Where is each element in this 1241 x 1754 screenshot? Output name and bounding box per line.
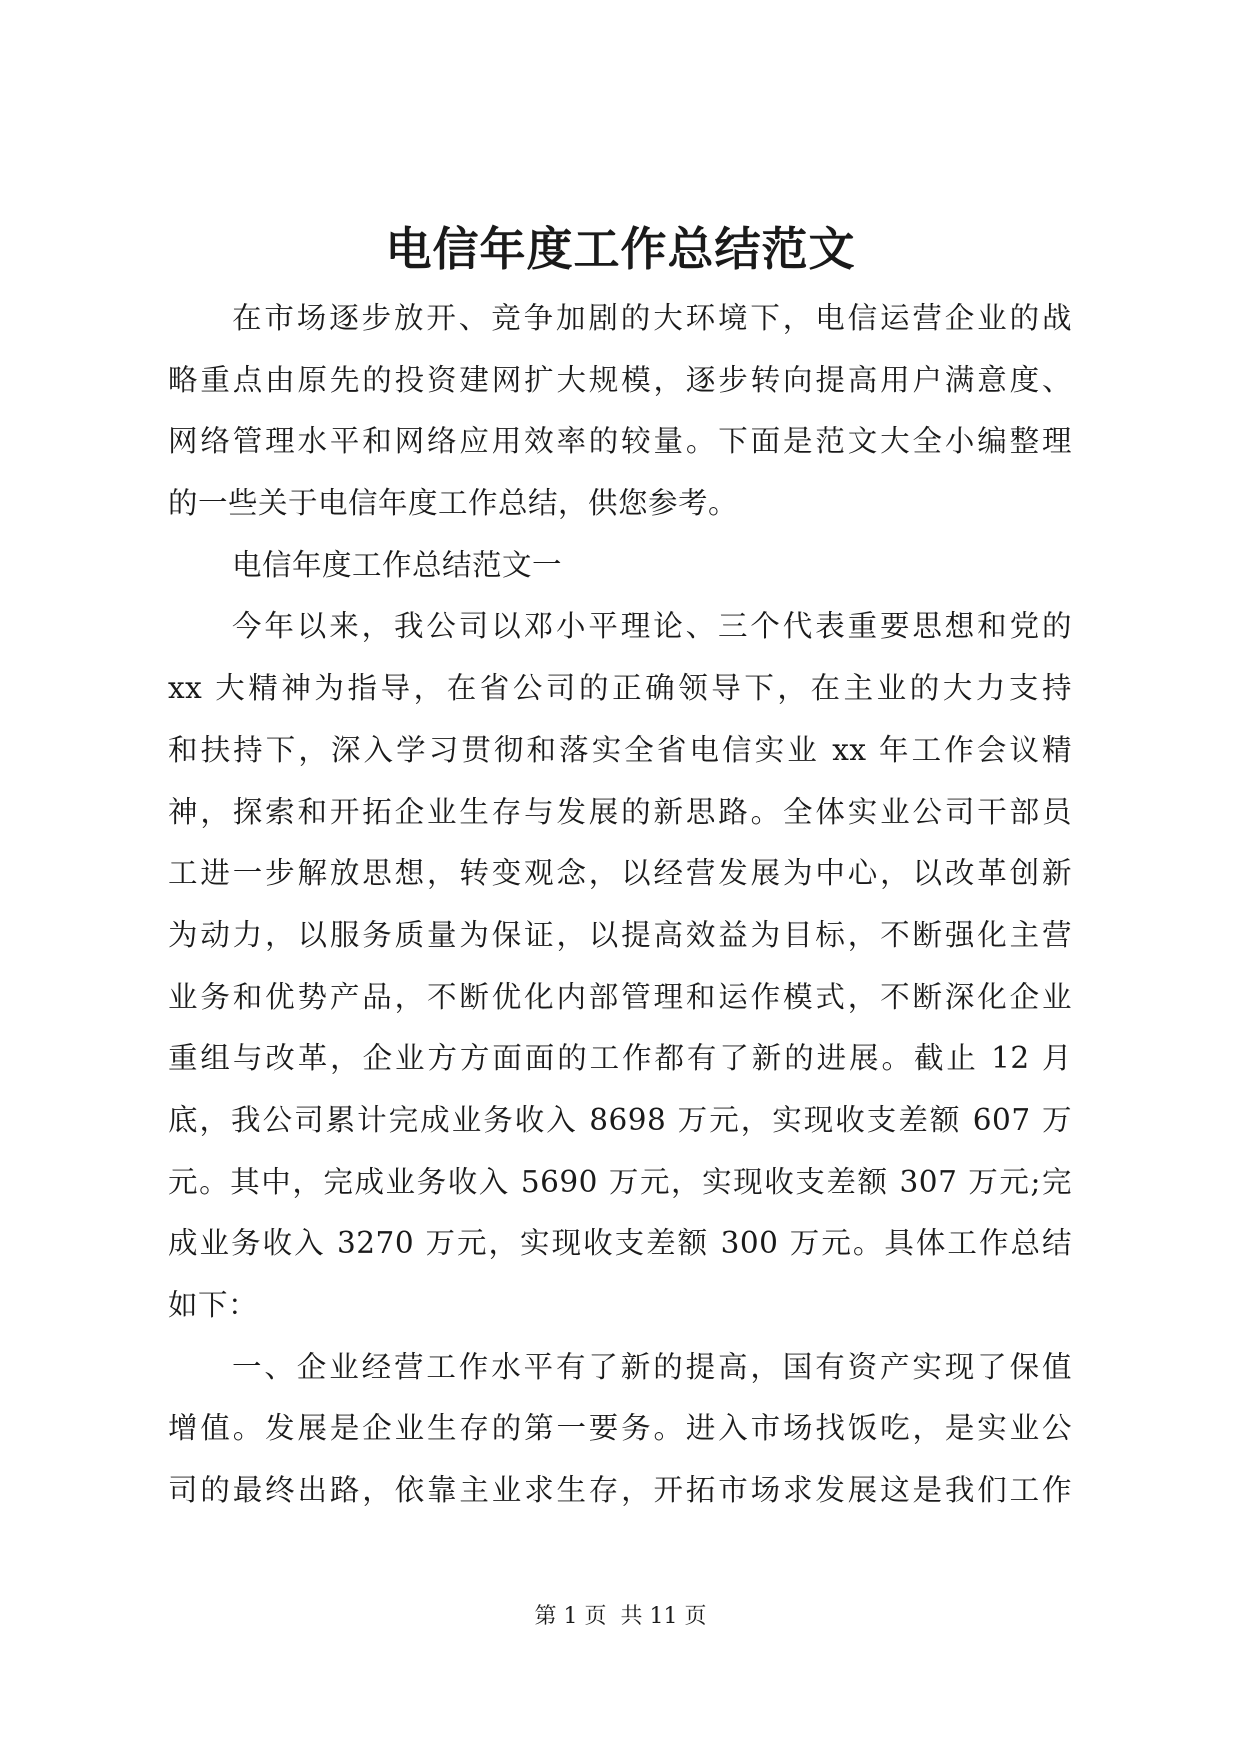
text-line: 略重点由原先的投资建网扩大规模，逐步转向提高用户满意度、: [168, 362, 1072, 397]
text-line: 一、企业经营工作水平有了新的提高，国有资产实现了保值: [232, 1349, 1072, 1384]
section-heading: 电信年度工作总结范文一: [232, 547, 563, 582]
text-line: 工进一步解放思想，转变观念，以经营发展为中心，以改革创新: [168, 856, 1072, 891]
text-line: 的一些关于电信年度工作总结，供您参考。: [168, 486, 739, 521]
text-line: 今年以来，我公司以邓小平理论、三个代表重要思想和党的: [232, 609, 1072, 644]
text-line: 为动力，以服务质量为保证，以提高效益为目标，不断强化主营: [168, 917, 1072, 952]
text-line: 在市场逐步放开、竞争加剧的大环境下，电信运营企业的战: [232, 301, 1072, 335]
text-line: xx 大精神为指导，在省公司的正确领导下，在主业的大力支持: [168, 671, 1072, 706]
text-line: 如下：: [168, 1288, 259, 1322]
text-line: 司的最终出路，依靠主业求生存，开拓市场求发展这是我们工作: [168, 1473, 1072, 1508]
page-total: 共 11 页: [620, 1604, 707, 1629]
text-line: 元。其中，完成业务收入 5690 万元，实现收支差额 307 万元;完: [168, 1164, 1072, 1199]
text-line: 增值。发展是企业生存的第一要务。进入市场找饭吃，是实业公: [168, 1411, 1072, 1446]
text-line: 底，我公司累计完成业务收入 8698 万元，实现收支差额 607 万: [168, 1102, 1072, 1137]
text-line: 业务和优势产品，不断优化内部管理和运作模式，不断深化企业: [168, 979, 1072, 1014]
text-line: 网络管理水平和网络应用效率的较量。下面是范文大全小编整理: [168, 424, 1072, 459]
page-footer: [0, 1604, 1241, 1630]
page-number: 第 1 页: [534, 1604, 607, 1629]
document-body: [168, 288, 1072, 1522]
text-line: 重组与改革，企业方方面面的工作都有了新的进展。截止 12 月: [168, 1041, 1072, 1076]
text-line: 成业务收入 3270 万元，实现收支差额 300 万元。具体工作总结: [168, 1226, 1072, 1261]
text-line: 和扶持下，深入学习贯彻和落实全省电信实业 xx 年工作会议精: [168, 732, 1072, 767]
document-title: 电信年度工作总结范文: [385, 222, 856, 276]
text-line: 神，探索和开拓企业生存与发展的新思路。全体实业公司干部员: [168, 794, 1072, 829]
